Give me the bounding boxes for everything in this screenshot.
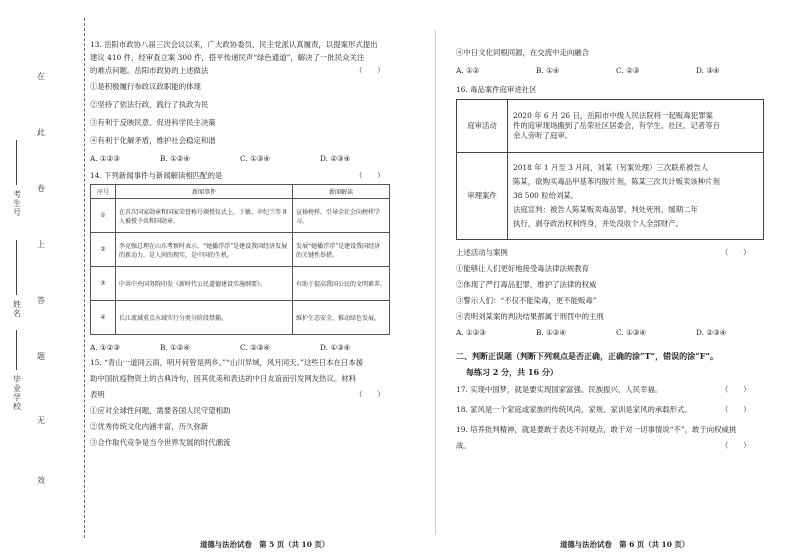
option-a: A. ①②③ — [90, 154, 120, 163]
q13-item: ③有利于反映民意、促进科学民主决策 — [90, 118, 216, 127]
q13-stem-3: 的难点问题。岳阳市政协的上述做法 （ ） — [90, 66, 385, 75]
q17: 17. 实现中国梦，就是要实现国家富强、民族振兴、人民幸福。 （ ） — [456, 385, 751, 394]
binding-dashed-line — [84, 18, 85, 538]
q13-stem: 13. 岳阳市政协八届三次会议以来，广大政协委员、民主党派认真履责，以提案形式提出 — [90, 40, 378, 49]
footer-page-5: 道德与法治试卷 第 5 页（共 10 页） — [200, 540, 330, 549]
answer-paren: （ ） — [355, 66, 385, 75]
q16-item: ②体现了严打毒品犯罪，维护了法律的权威 — [456, 280, 597, 289]
option-a: A. ①②③ — [456, 328, 486, 337]
option-b: B. ①②④ — [536, 328, 567, 337]
q15-stem: 15. “青山一道同云雨，明月何曾是两乡。”“山川异域，风月同天。”这些日本在日本援 — [90, 358, 364, 367]
page-5 — [90, 40, 420, 448]
table-row: 庭审活动 2020 年 6 月 26 日，岳阳市中级人民法院将一起贩毒犯罪案 件的庭审现场搬到了岳荣社区居委会，有学生、社区、记者等百 余人旁听了庭审。 — [457, 100, 764, 153]
answer-paren: （ ） — [721, 248, 751, 257]
seal-char: 上 — [37, 240, 45, 249]
q14-table — [90, 184, 390, 335]
row-label: 庭审活动 — [457, 100, 508, 153]
q15-item: ④中日文化同根同源，在交流中走向融合 — [456, 48, 590, 57]
option-a: A. ①② — [456, 66, 480, 75]
table-row: ③ 中共中央国务院印发《新时代公民道德建设实施纲要》。 有助于提高我国公民的文明素养。 — [91, 267, 390, 301]
table-row: ④ 长江流域重点水域实行分类分阶段禁捕。 维护生态安全，推动绿色发展。 — [91, 301, 390, 335]
q19: 19. 培养批判精神，就是要敢于表达不同观点，敢于对一切事情说“不”，敢于向权威挑 — [456, 425, 737, 434]
q19-cont: 战。 （ ） — [456, 441, 751, 450]
option-d: D. ②③④ — [696, 328, 727, 337]
seal-char: 卷 — [37, 184, 45, 193]
q15-item: ③合作取代竞争是当今世界发展的时代潮流 — [90, 438, 231, 447]
row-label: 审理案件 — [457, 153, 508, 240]
name-label: 姓名 — [13, 300, 21, 318]
option-b: B. ①②④ — [160, 343, 191, 352]
option-c: C. ②③ — [616, 66, 640, 75]
answer-paren: （ ） — [721, 405, 751, 414]
answer-paren: （ ） — [721, 385, 751, 394]
answer-paren: （ ） — [355, 171, 385, 180]
option-d: D. ③④ — [696, 66, 720, 75]
option-c: C. ②③④ — [240, 343, 270, 352]
q15-item: ①应对全球性问题，需要各国人民守望相助 — [90, 406, 231, 415]
binding-strip — [0, 0, 80, 560]
school-label: 毕业学校 — [13, 375, 21, 411]
page-6 — [456, 48, 774, 451]
option-a: A. ①②③ — [90, 343, 120, 352]
q16-stem: 16. 毒品案件庭审进社区 — [456, 85, 537, 94]
seal-char: 答 — [37, 296, 45, 305]
answer-paren: （ ） — [355, 390, 385, 399]
q13-item: ④有利于化解矛盾，维护社会稳定和谐 — [90, 136, 216, 145]
q13-options — [90, 154, 420, 163]
answer-paren: （ ） — [721, 441, 751, 450]
option-b: B. ①④ — [536, 66, 560, 75]
option-d: D. ②③④ — [320, 154, 351, 163]
part2-subtitle: 每练习 2 分，共 16 分） — [466, 367, 558, 377]
q16-question: 上述活动与案例 （ ） — [456, 248, 751, 257]
table-header: 序号 — [91, 185, 116, 199]
q16-case-table — [456, 99, 764, 240]
q13-item: ①是积极履行参政议政职能的体现 — [90, 82, 201, 91]
table-row: ① 在首次国家勋章和国家荣誉称号颁授仪式上，于敏、申纪兰等 8 人被授予共和国勋章。 宣扬榜样，引导全社会向榜样学习。 — [91, 199, 390, 233]
seal-char: 题 — [37, 352, 45, 361]
q13-item: ②坚持了依法行政，践行了执政为民 — [90, 100, 209, 109]
table-header: 新闻事件 — [116, 185, 293, 199]
q16-options — [456, 328, 774, 337]
seal-char: 无 — [37, 416, 45, 425]
exam-no-label: 考生号 — [13, 190, 21, 217]
option-c: C. ①③④ — [240, 154, 270, 163]
option-c: C. ①③④ — [616, 328, 646, 337]
q15-item: ②优秀传统文化内涵丰富，历久弥新 — [90, 422, 209, 431]
table-header: 新闻解读 — [293, 185, 390, 199]
table-row: ② 李克强总理在山东考察时表示，“她播浮浮”是建设我国经济发展的新动力，是人间的现实，是中国的生机。 发展“她播浮浮”是建设我国经济的关键性举措。 — [91, 233, 390, 267]
q16-item: ①能够让人们更好地接受毒法律法规教育 — [456, 264, 590, 273]
q16-item: ③警示人们：“不仅不能染毒，更不能贩毒” — [456, 296, 597, 305]
seal-char: 在 — [37, 72, 45, 81]
q18: 18. 家风是一个家庭或家族的传统风尚，家规、家训是家风的承载形式。 （ ） — [456, 405, 751, 414]
q15-stem-3: 表明 （ ） — [90, 390, 385, 399]
q15-options — [456, 66, 774, 75]
table-row: 审理案件 2018 年 1 月至 3 月间，刘某（另案处理）三次联系被告人 陈某，欲购买毒品甲基苯丙胺片剂，陈某三次共计贩卖该种片剂 38 500 粒给刘某。 法庭宣判：被告人陈某贩卖毒品罪，判处死刑，缓期二年 执行，剥夺政治权利终身，并处没收个人全部财产。 — [457, 153, 764, 240]
q15-stem-2: 助中国抗疫物资上的古典诗句，因其优美和表达的中日友谊而引发网友热议。材料 — [90, 374, 357, 383]
option-b: B. ①②④ — [160, 154, 191, 163]
exam-no-line — [16, 140, 17, 185]
q14-options — [90, 343, 420, 352]
q13-stem-2: 建议 410 件，经审查立案 300 件，搭平传递民声“绿色通道”，解决了一批民众关注 — [90, 53, 365, 62]
school-line — [16, 330, 17, 370]
seal-char: 此 — [37, 128, 45, 137]
footer-page-6: 道德与法治试卷 第 6 页（共 10 页） — [560, 540, 690, 549]
q16-item: ④表明刘某案的判决结果都属于刑罚中的主刑 — [456, 312, 604, 321]
name-line — [16, 240, 17, 295]
part2-title: 二、判断正误题（判断下列观点是否正确，正确的涂“T”，错误的涂“F”。 — [456, 351, 719, 361]
seal-char: 效 — [37, 476, 45, 485]
page-divider — [435, 30, 436, 535]
q14-stem: 14. 下列新闻事件与新闻解读相匹配的是 （ ） — [90, 171, 385, 180]
option-d: D. ①③④ — [320, 343, 351, 352]
